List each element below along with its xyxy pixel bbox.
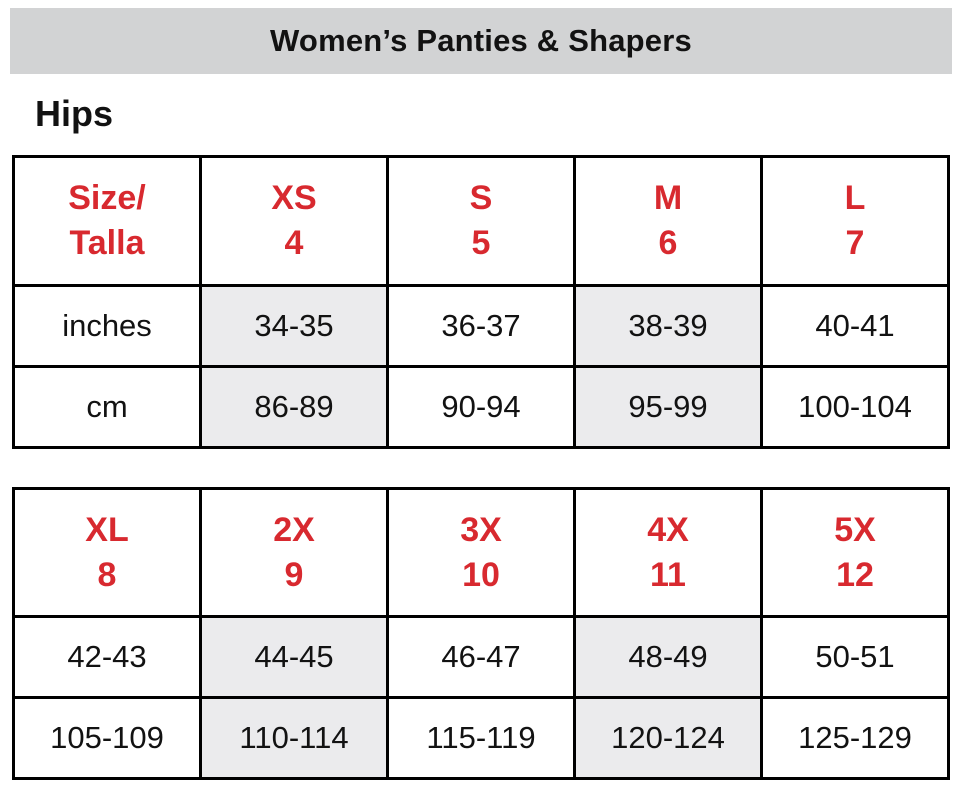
header-cell-size-talla xyxy=(14,157,201,286)
header-line1: S xyxy=(469,179,493,218)
cell-value: 38-39 xyxy=(628,308,708,343)
cell-cm-s xyxy=(388,367,575,448)
cell-value: 95-99 xyxy=(628,389,708,424)
unit-label: cm xyxy=(86,389,128,424)
cell-inches-3x xyxy=(388,617,575,698)
section-label-hips: Hips xyxy=(35,93,114,134)
header-line2: 4 xyxy=(284,224,304,262)
header-cell-m xyxy=(575,157,762,286)
cell-value: 105-109 xyxy=(50,720,164,755)
cell-cm-xs xyxy=(201,367,388,448)
header-cell-2x xyxy=(201,489,388,617)
cell-value: 120-124 xyxy=(611,720,725,755)
cell-value: 46-47 xyxy=(441,639,521,674)
cell-cm-3x xyxy=(388,698,575,779)
unit-cell-inches xyxy=(14,286,201,367)
cell-value: 44-45 xyxy=(254,639,334,674)
header-cell-5x xyxy=(762,489,949,617)
header-line1: XS xyxy=(271,179,317,218)
header-line2: 12 xyxy=(836,555,874,594)
cell-value: 125-129 xyxy=(798,720,912,755)
cell-cm-l xyxy=(762,367,949,448)
page-title: Women’s Panties & Shapers xyxy=(270,23,692,58)
inches-row xyxy=(14,286,949,367)
cell-value: 40-41 xyxy=(815,308,895,343)
cell-value: 48-49 xyxy=(628,639,708,674)
cell-cm-m xyxy=(575,367,762,448)
cell-cm-xl xyxy=(14,698,201,779)
cell-inches-l xyxy=(762,286,949,367)
cell-inches-xs xyxy=(201,286,388,367)
cm-row xyxy=(14,367,949,448)
header-line1: Size/ xyxy=(68,179,146,218)
header-line1: 4X xyxy=(647,510,689,549)
header-line1: XL xyxy=(85,510,129,549)
cell-value: 34-35 xyxy=(254,308,334,343)
header-line1: M xyxy=(653,179,683,218)
cell-value: 100-104 xyxy=(798,389,912,424)
cm-row xyxy=(14,698,949,779)
unit-cell-cm xyxy=(14,367,201,448)
cell-value: 115-119 xyxy=(426,720,536,755)
header-cell-4x xyxy=(575,489,762,617)
cell-inches-m xyxy=(575,286,762,367)
cell-cm-4x xyxy=(575,698,762,779)
header-row xyxy=(14,157,949,286)
header-line2: 9 xyxy=(284,555,304,594)
chart-title-bar xyxy=(10,8,952,74)
header-line2: Talla xyxy=(69,224,145,262)
header-cell-l xyxy=(762,157,949,286)
header-line1: 2X xyxy=(273,510,315,549)
header-line2: 10 xyxy=(462,555,500,594)
cell-value: 36-37 xyxy=(441,308,521,343)
cell-inches-2x xyxy=(201,617,388,698)
inches-row xyxy=(14,617,949,698)
unit-label: inches xyxy=(62,308,152,343)
cell-value: 86-89 xyxy=(254,389,334,424)
header-line1: 3X xyxy=(460,510,502,549)
header-line1: 5X xyxy=(834,510,876,549)
header-line2: 6 xyxy=(658,224,678,262)
size-table-regular xyxy=(12,155,950,449)
cell-value: 110-114 xyxy=(239,720,349,755)
header-line2: 5 xyxy=(471,224,491,262)
header-cell-3x xyxy=(388,489,575,617)
cell-inches-s xyxy=(388,286,575,367)
header-cell-xl xyxy=(14,489,201,617)
cell-value: 42-43 xyxy=(67,639,147,674)
header-cell-xs xyxy=(201,157,388,286)
header-row xyxy=(14,489,949,617)
header-line2: 7 xyxy=(845,224,865,262)
header-line2: 11 xyxy=(650,555,686,594)
size-table-extended xyxy=(12,487,950,780)
cell-cm-2x xyxy=(201,698,388,779)
cell-value: 50-51 xyxy=(815,639,895,674)
cell-inches-5x xyxy=(762,617,949,698)
cell-cm-5x xyxy=(762,698,949,779)
header-line1: L xyxy=(844,179,866,218)
header-line2: 8 xyxy=(97,555,117,594)
header-cell-s xyxy=(388,157,575,286)
cell-value: 90-94 xyxy=(441,389,521,424)
cell-inches-4x xyxy=(575,617,762,698)
cell-inches-xl xyxy=(14,617,201,698)
